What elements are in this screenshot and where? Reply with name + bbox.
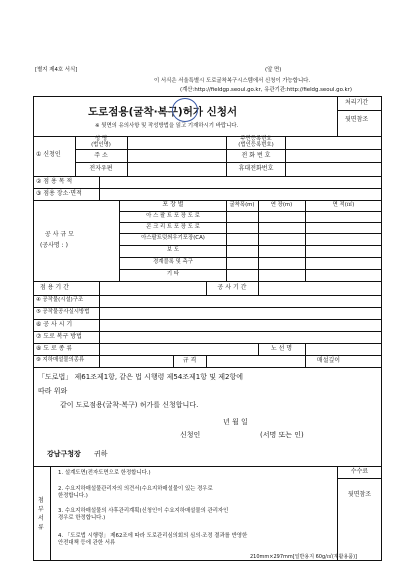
attachment-3: 3. 수요지하매설물의 사후관리계획(신청인이 수요지하매설물의 관리자인 경우로 한정합니다.): [58, 508, 229, 522]
construction-section: 공 사 규 모: [45, 231, 74, 238]
item-method: ⑤ 공작물공사실시방법: [36, 309, 90, 315]
item-restoration: ⑦ 도로 복구 방법: [36, 333, 82, 340]
spec-label: 규 격: [182, 357, 197, 364]
row-asphalt: 아 스 팔 트 포 장 도 로: [146, 213, 200, 219]
address-label: 주 소: [94, 152, 108, 159]
email-label: 전자우편: [89, 165, 113, 172]
item-utility-type: ⑨ 지하매설물의종류: [36, 357, 85, 363]
processing-label: 처리기간: [345, 99, 369, 106]
recipient-suffix: 귀하: [94, 450, 108, 458]
item-road-type: ⑧ 도 로 종 류: [36, 345, 73, 352]
row-curb: 경계블록 및 측구: [153, 259, 193, 265]
application-date: 년 월 일: [223, 418, 248, 426]
online-note-1: 이 서식은 서울특별시 도로굴착복구시스템에서 신청이 가능합니다.: [154, 78, 311, 84]
row-concrete: 콘 크 리 트 포 장 도 로: [146, 224, 200, 230]
period-label: 점 용 기 간: [40, 284, 69, 291]
fee-label: 수수료: [350, 468, 369, 475]
form-number: [별지 제4호 서식]: [35, 67, 78, 73]
depth-label: 매설깊이: [316, 357, 341, 364]
attachments-label: 첨 부 서 류: [38, 497, 44, 531]
work-period-label: 공 사 기 간: [217, 284, 247, 291]
online-note-2: (계산:http://fieldgp.seoul.go.kr, 유관기관:http://fieldg.seoul.go.kr): [180, 87, 352, 93]
resident-no-label: 주민등록번호 (법인등록번호): [238, 136, 274, 148]
applicant-label: 신청인: [180, 431, 201, 439]
signature-label: (서명 또는 인): [260, 431, 304, 439]
processing-value: 뒷면참조: [345, 116, 369, 123]
item-structure: ④ 공작물(시설)구조: [36, 297, 84, 303]
circle-mark-icon: [172, 98, 198, 122]
recipient: 강남구청장: [47, 450, 81, 458]
page-title: 도로점용(굴착·복구)허가 신청서: [88, 106, 238, 118]
item-timing: ⑥ 공 사 시 기: [36, 321, 73, 328]
construction-name: (공사명 : ): [40, 242, 68, 249]
paper-size-footer: 210mm×297mm[일반용지 60g/㎡(재활용품)]: [250, 554, 358, 560]
header-width: 굴착폭(m): [229, 202, 255, 208]
attachment-4: 4. 「도로법 시행령」 제62조에 따라 도로관리심의회의 심의·조정 결과를 반영한 안전대책 등에 관한 서류: [58, 533, 248, 547]
route-label: 노 선 명: [270, 345, 293, 352]
header-pavement: 포 장 별: [162, 201, 184, 208]
row-sidewalk: 보 도: [166, 247, 180, 253]
purpose-label: ② 점 용 목 적: [36, 178, 73, 185]
attachment-2: 2. 수요지하매설물관리자의 의견서(수요지하매설물이 있는 경우로 한정합니다.): [58, 486, 213, 500]
mobile-label: 휴대전화번호: [238, 165, 274, 172]
phone-label: 전 화 번 호: [241, 152, 271, 159]
notice: ※ 뒷면의 유의사항 및 작성방법을 읽고 기재하시기 바랍니다.: [95, 123, 239, 129]
declaration-line-3: 같이 도로점용(굴착·복구) 허가를 신청합니다.: [60, 401, 199, 409]
location-label: ③ 점용 장소·면적: [36, 190, 82, 197]
row-other: 기 타: [166, 271, 180, 277]
header-length: 연 장(m): [270, 202, 293, 208]
name-label: 성 명 (법인명): [91, 136, 111, 148]
fee-value: 뒷면참조: [347, 491, 372, 498]
row-overlay: 아스팔트덧씌우기포장(CA): [141, 235, 205, 241]
applicant-section: ① 신청인: [36, 151, 61, 158]
attachment-1: 1. 설계도면(전자도면으로 한정합니다.): [58, 470, 151, 476]
page-side: (앞 면): [265, 67, 282, 73]
declaration-line-1: 「도로법」 제61조제1항, 같은 법 시행령 제54조제1항 및 제2항에: [38, 373, 243, 381]
declaration-line-2: 따라 위와: [38, 387, 68, 395]
header-area: 면 적(㎡): [332, 202, 355, 208]
